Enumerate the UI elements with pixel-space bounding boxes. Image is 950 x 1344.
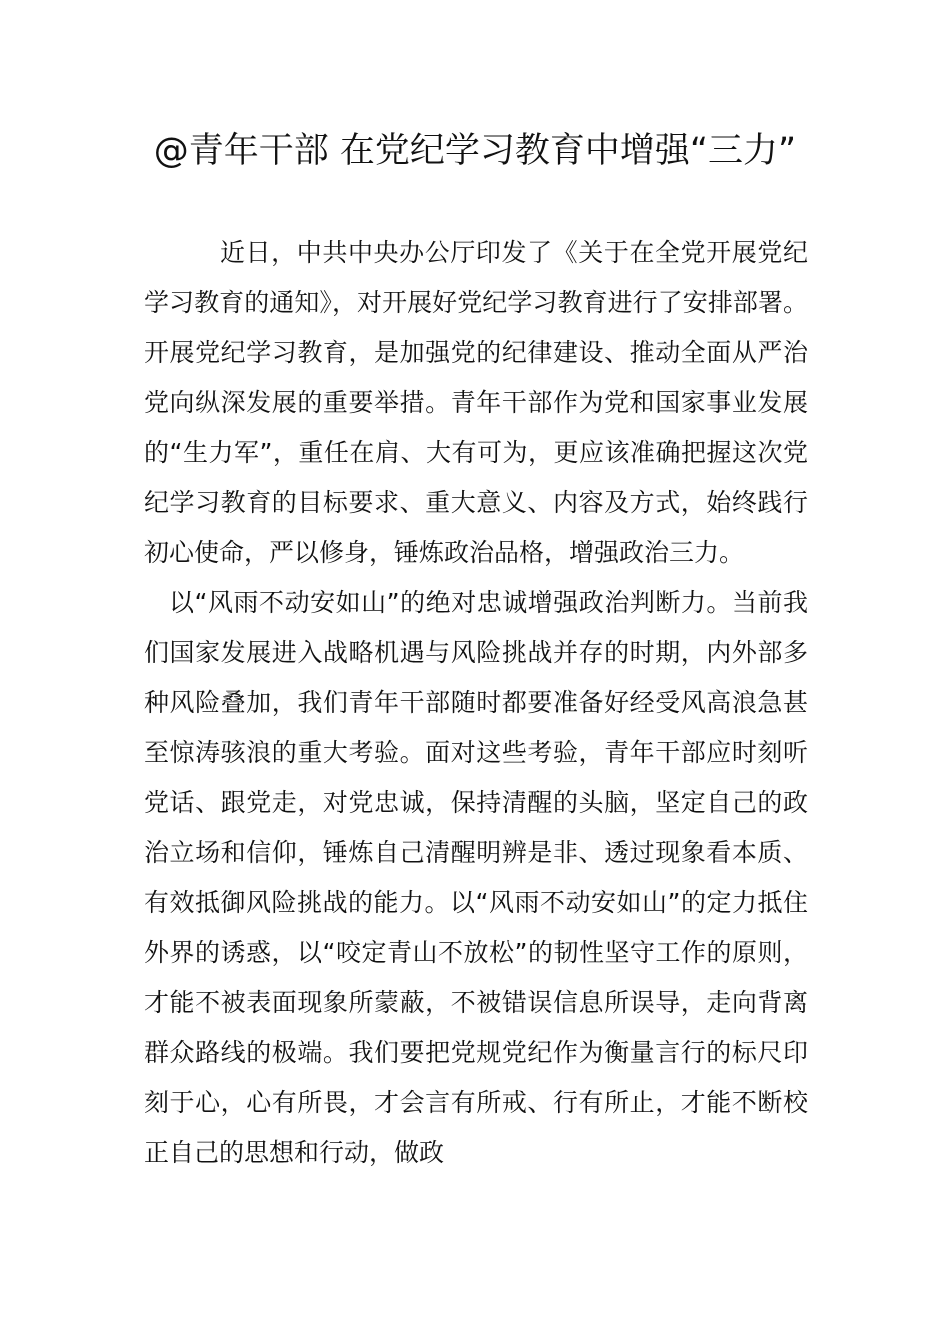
document-title: @青年干部 在党纪学习教育中增强“三力” [153, 131, 797, 171]
paragraph-introduction: 近日，中共中央办公厅印发了《关于在全党开展党纪学习教育的通知》，对开展好党纪学习教育进行了安排部署。开展党纪学习教育，是加强党的纪律建设、推动全面从严治党向纵深发展的重要举措。青年干部作为党和国家事业发展的“生力军”，重任在肩、大有可为，更应该准确把握这次党纪学习教育的目标要求、重大意义、内容及方式，始终践行初心使命，严以修身，锤炼政治品格，增强政治三力。 [144, 238, 808, 567]
document-body [144, 228, 808, 1178]
paragraph-political-judgment: 以“风雨不动安如山”的绝对忠诚增强政治判断力。当前我们国家发展进入战略机遇与风险挑战并存的时期，内外部多种风险叠加，我们青年干部随时都要准备好经受风高浪急甚至惊涛骇浪的重大考验。面对这些考验，青年干部应时刻听党话、跟党走，对党忠诚，保持清醒的头脑，坚定自己的政治立场和信仰，锤炼自己清醒明辨是非、透过现象看本质、有效抵御风险挑战的能力。以“风雨不动安如山”的定力抵住外界的诱惑，以“咬定青山不放松”的韧性坚守工作的原则，才能不被表面现象所蒙蔽，不被错误信息所误导，走向背离群众路线的极端。我们要把党规党纪作为衡量言行的标尺印刻于心，心有所畏，才会言有所戒、行有所止，才能不断校正自己的思想和行动，做政 [144, 588, 808, 1167]
